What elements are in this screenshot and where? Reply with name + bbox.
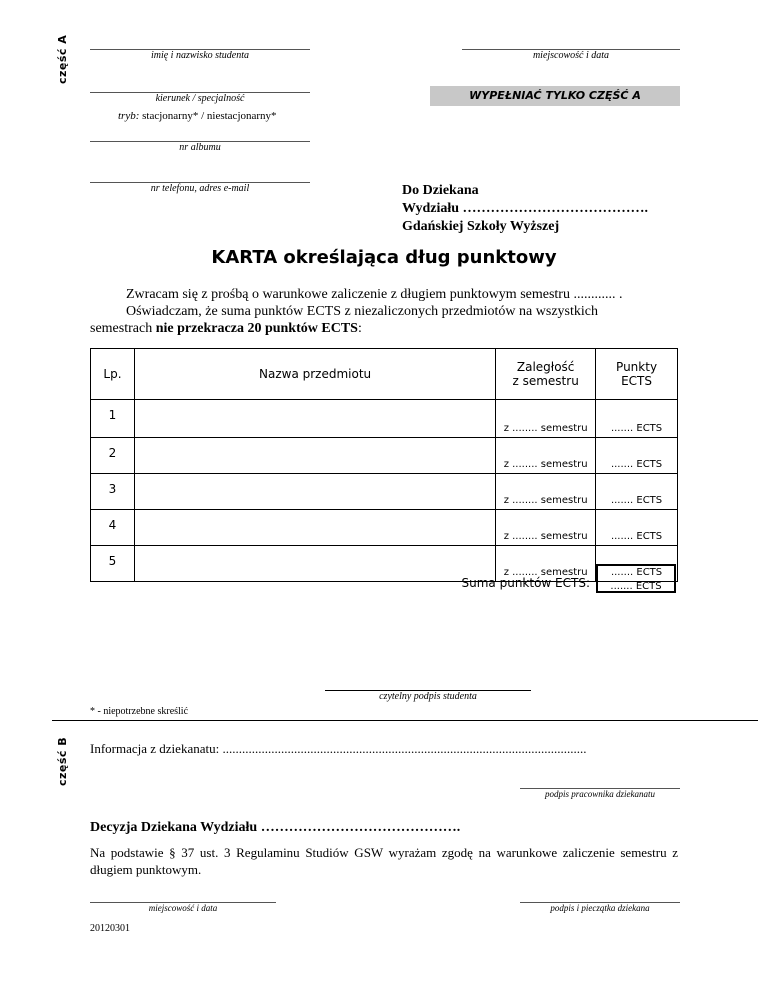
part-b-label: część B (56, 736, 69, 786)
intro-paragraph (90, 286, 677, 337)
row-lp: 2 (91, 438, 135, 474)
addressee-line-3: Gdańskiej Szkoły Wyższej (402, 219, 560, 234)
header-semester-l2: z semestru (512, 374, 579, 388)
decision-title: Decyzja Dziekana Wydziału ……………………………………. (90, 820, 461, 835)
row-lp: 1 (91, 400, 135, 438)
row-points-input[interactable]: ....... ECTS (596, 546, 678, 582)
row-lp: 5 (91, 546, 135, 582)
row-subject-input[interactable] (134, 510, 495, 546)
row-semester-input[interactable]: z ........ semestru (496, 474, 596, 510)
row-points-input[interactable]: ....... ECTS (596, 400, 678, 438)
page-title: KARTA określająca dług punktowy (211, 247, 557, 268)
contact-label: nr telefonu, adres e-mail (150, 183, 250, 194)
student-signature-field[interactable] (325, 690, 531, 702)
header-points-l1: Punkty (616, 360, 658, 374)
staff-signature-field (520, 788, 680, 799)
intro-line-3 (90, 320, 677, 337)
intro-line-2: Oświadczam, że suma punktów ECTS z niezaliczonych przedmiotów na wszystkich (126, 304, 598, 319)
part-separator (52, 720, 758, 721)
row-points-input[interactable]: ....... ECTS (596, 510, 678, 546)
album-number-label: nr albumu (179, 142, 221, 153)
study-mode (118, 110, 277, 122)
row-semester-input[interactable]: z ........ semestru (496, 510, 596, 546)
header-lp: Lp. (91, 349, 135, 400)
row-subject-input[interactable] (134, 474, 495, 510)
addressee (402, 182, 648, 236)
sum-label: Suma punktów ECTS: (461, 576, 590, 590)
intro-line-1: Zwracam się z prośbą o warunkowe zaliczenie z długiem punktowym semestru ............ . (126, 287, 623, 302)
header-semester (496, 349, 596, 400)
row-subject-input[interactable] (134, 400, 495, 438)
study-mode-options[interactable]: stacjonarny* / niestacjonarny* (142, 110, 277, 122)
document-code: 20120301 (90, 923, 130, 934)
place-date-label: miejscowość i data (532, 50, 610, 61)
intro-line-3-bold: nie przekracza 20 punktów ECTS (155, 321, 358, 336)
contact-field[interactable] (90, 182, 310, 194)
dean-place-date-label: miejscowość i data (148, 903, 218, 913)
study-mode-label: tryb: (118, 110, 140, 122)
fill-part-a-notice: WYPEŁNIAĆ TYLKO CZĘŚĆ A (430, 86, 680, 106)
row-subject-input[interactable] (134, 438, 495, 474)
footnote: * - niepotrzebne skreślić (90, 706, 189, 717)
addressee-line-1: Do Dziekana (402, 183, 479, 198)
intro-line-3-end: : (357, 321, 362, 336)
table-row (91, 510, 678, 546)
student-name-label: imię i nazwisko studenta (150, 50, 250, 61)
row-lp: 4 (91, 510, 135, 546)
place-date-field[interactable] (462, 49, 680, 61)
table-row (91, 400, 678, 438)
subjects-table (90, 348, 678, 582)
student-signature-label: czytelny podpis studenta (379, 691, 477, 702)
header-subject: Nazwa przedmiotu (134, 349, 495, 400)
student-name-field[interactable] (90, 49, 310, 61)
header-points (596, 349, 678, 400)
album-number-field[interactable] (90, 141, 310, 153)
header-semester-l1: Zaległość (516, 360, 575, 374)
row-points-input[interactable]: ....... ECTS (596, 438, 678, 474)
decision-text: Na podstawie § 37 ust. 3 Regulaminu Studiów GSW wyrażam zgodę na warunkowe zaliczenie semestru z długiem punktowym. (90, 845, 678, 877)
header-points-l2: ECTS (621, 374, 652, 388)
dean-office-info: Informacja z dziekanatu: ................................................................................................................ (90, 741, 587, 756)
table-row (91, 438, 678, 474)
sum-value-input[interactable]: ....... ECTS (596, 564, 676, 593)
table-header-row (91, 349, 678, 400)
field-of-study-label: kierunek / specjalność (155, 93, 245, 104)
row-points-input[interactable]: ....... ECTS (596, 474, 678, 510)
table-row (91, 474, 678, 510)
row-semester-input[interactable]: z ........ semestru (496, 438, 596, 474)
addressee-line-2: Wydziału …………………………………. (402, 201, 649, 216)
row-semester-input[interactable]: z ........ semestru (496, 546, 596, 582)
row-semester-input[interactable]: z ........ semestru (496, 400, 596, 438)
staff-signature-label: podpis pracownika dziekanatu (545, 789, 655, 799)
dean-place-date-field (90, 902, 276, 913)
dean-signature-field (520, 902, 680, 913)
part-a-label: część A (56, 34, 69, 84)
intro-line-3-start: semestrach (90, 321, 156, 336)
field-of-study-field[interactable] (90, 92, 310, 104)
row-lp: 3 (91, 474, 135, 510)
dean-signature-label: podpis i pieczątka dziekana (550, 903, 650, 913)
